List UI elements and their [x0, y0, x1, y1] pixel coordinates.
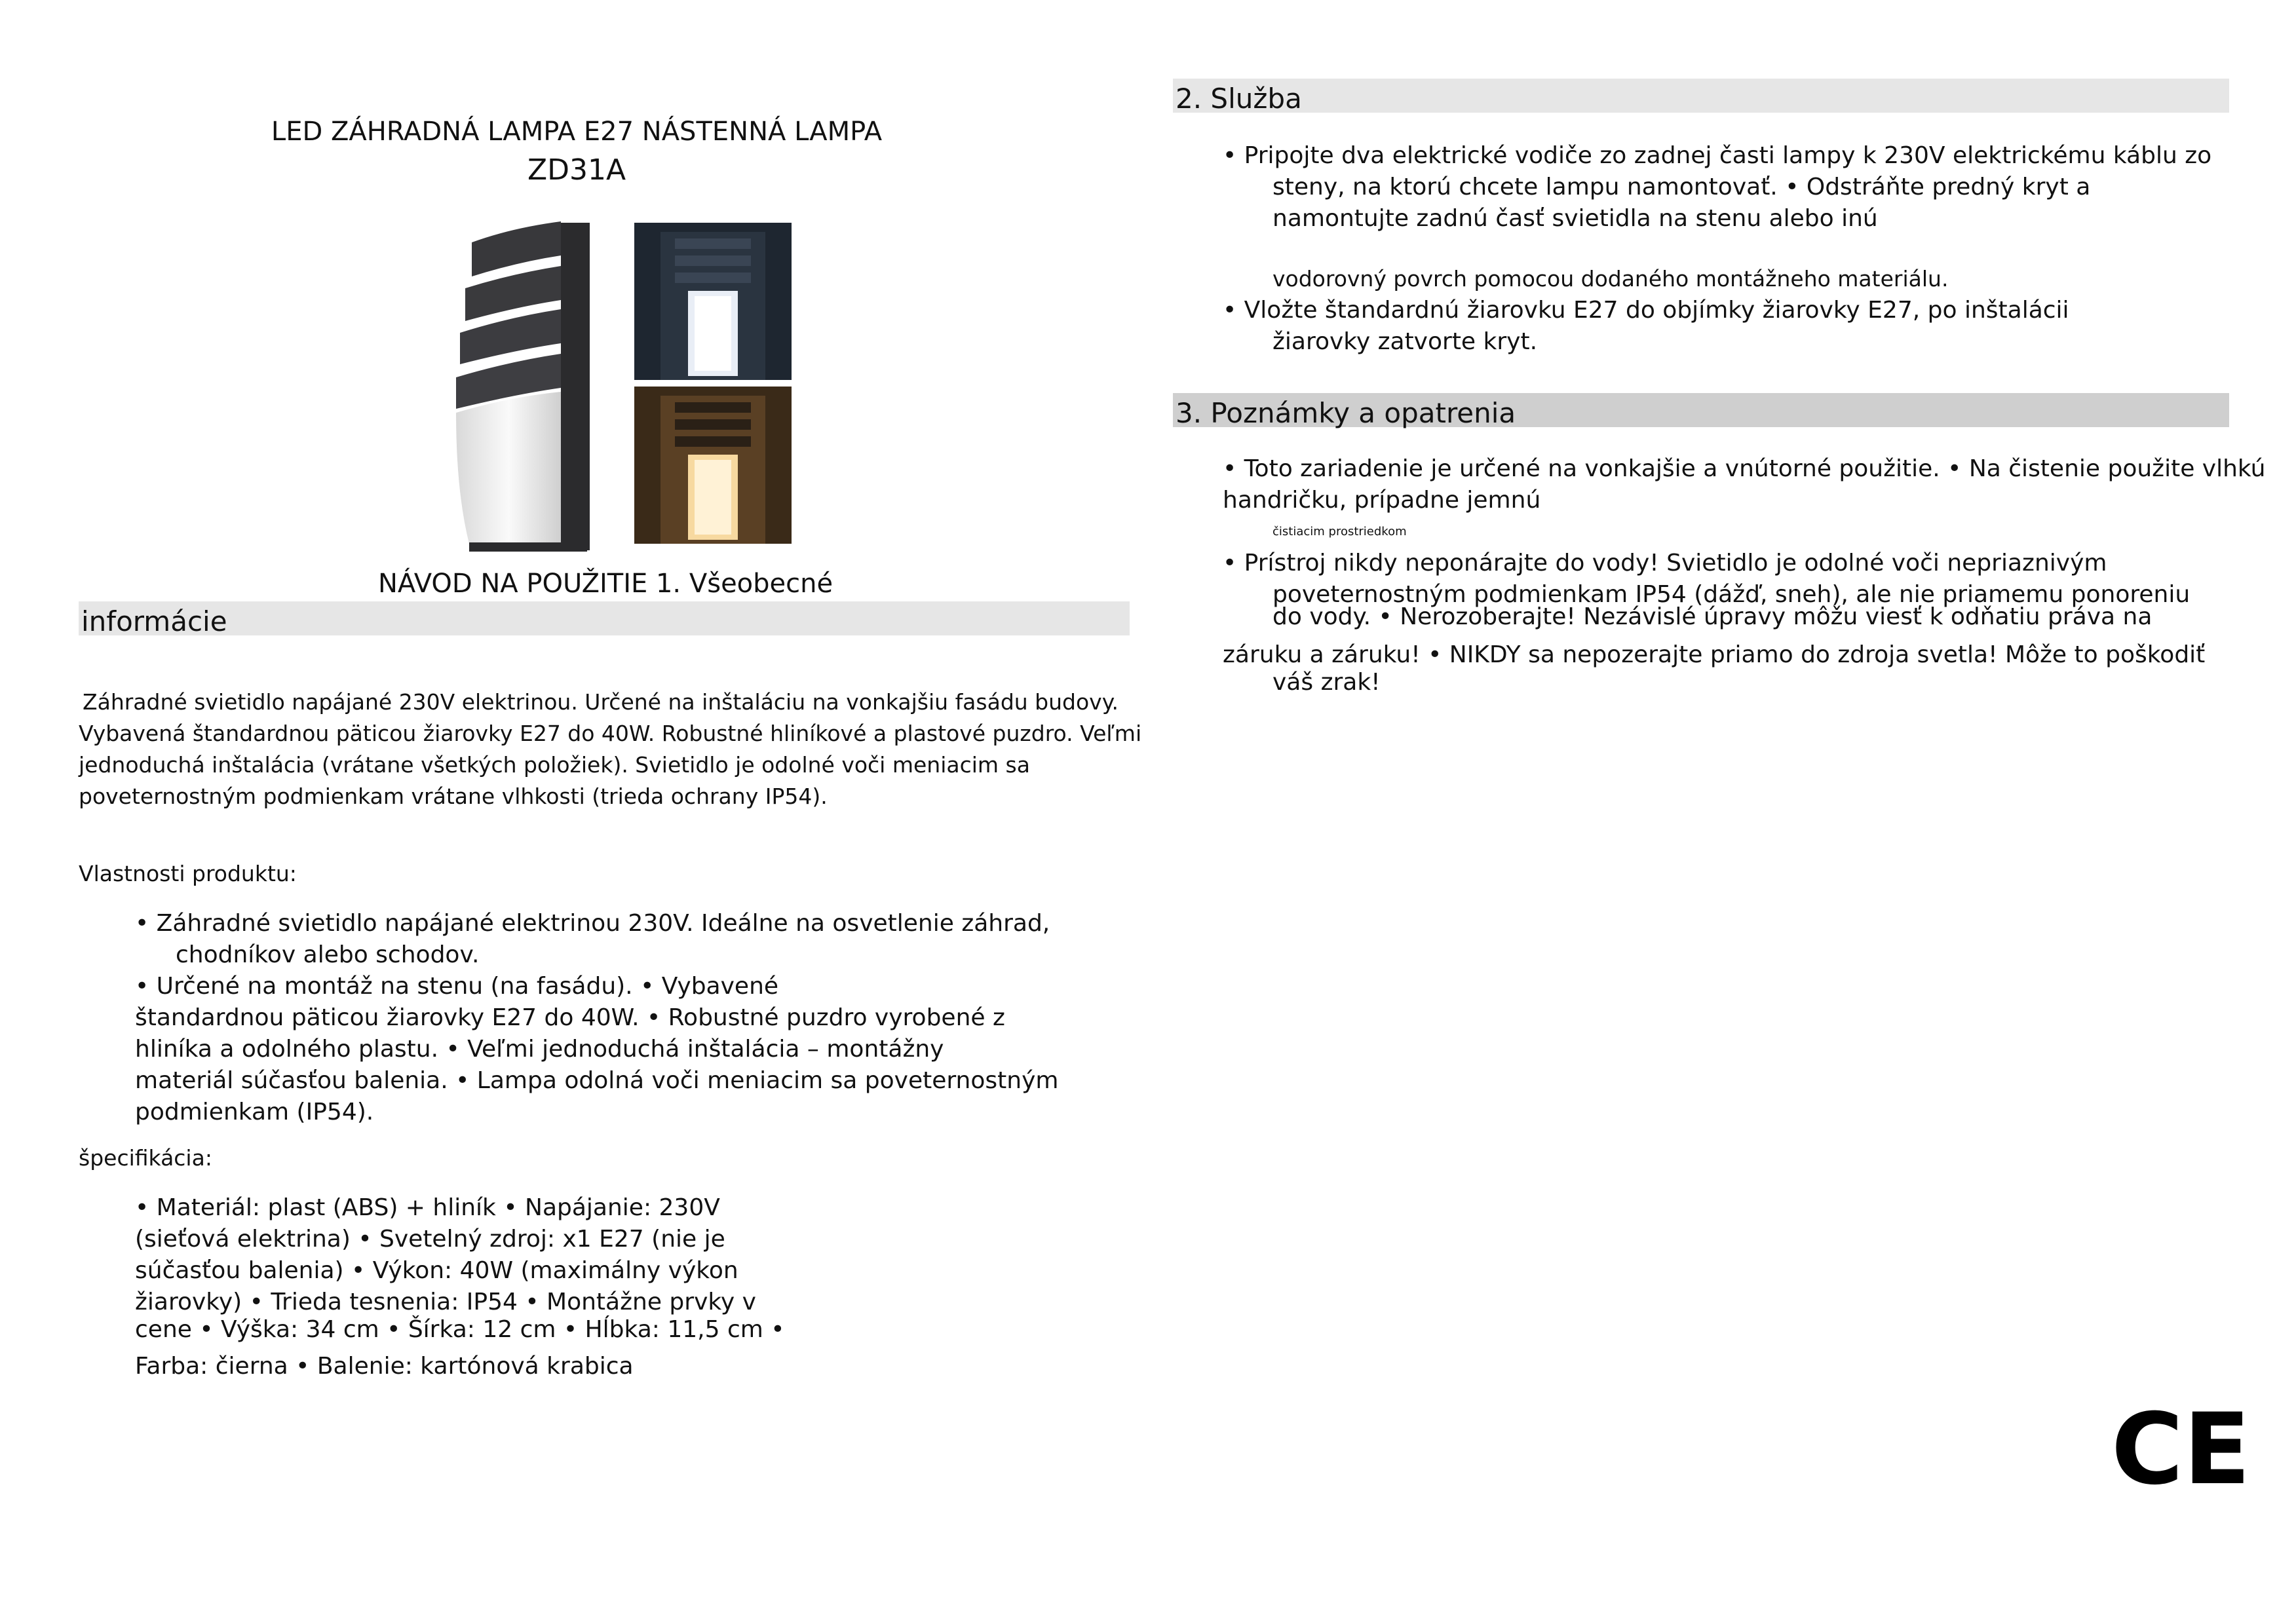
ce-mark-text: CE: [2111, 1393, 2251, 1507]
section2-heading: 2. Služba: [1176, 83, 1302, 115]
service-line: steny, na ktorú chcete lampu namontovať. • Odstráňte predný kryt a: [1272, 174, 2091, 200]
spec-line: súčasťou balenia) • Výkon: 40W (maximálny výkon: [135, 1257, 738, 1284]
product-photo-warm-light: [634, 387, 792, 544]
features-list: [135, 908, 1058, 1128]
note-line: do vody. • Nerozoberajte! Nezávislé úpravy môžu viesť k odňatiu práva na: [1272, 603, 2152, 630]
spec-line: • Materiál: plast (ABS) + hliník • Napájanie: 230V: [135, 1194, 720, 1221]
spec-line: cene • Výška: 34 cm • Šírka: 12 cm • Hĺbka: 11,5 cm •: [135, 1316, 785, 1343]
spec-line: (sieťová elektrina) • Svetelný zdroj: x1 E27 (nie je: [135, 1226, 725, 1253]
feature-line: • Záhradné svietidlo napájané elektrinou 230V. Ideálne na osvetlenie záhrad,: [135, 910, 1050, 937]
intro-line: Záhradné svietidlo napájané 230V elektrinou. Určené na inštaláciu na vonkajšiu fasádu budovy.: [83, 689, 1119, 715]
ce-mark-icon: [2111, 1393, 2251, 1507]
spec-line: Farba: čierna • Balenie: kartónová krabica: [135, 1353, 634, 1380]
spec-label: špecifikácia:: [79, 1145, 212, 1171]
note-line: záruku a záruku! • NIKDY sa nepozerajte priamo do zdroja svetla! Môže to poškodiť: [1223, 641, 2206, 668]
product-photo-cool-light: [634, 223, 792, 380]
feature-line: štandardnou päticou žiarovky E27 do 40W. • Robustné puzdro vyrobené z: [135, 1004, 1005, 1031]
product-title-line1: LED ZÁHRADNÁ LAMPA E27 NÁSTENNÁ LAMPA: [271, 117, 883, 147]
feature-line: podmienkam (IP54).: [135, 1099, 374, 1125]
section1-heading-band: [79, 601, 1130, 635]
service-line: • Pripojte dva elektrické vodiče zo zadnej časti lampy k 230V elektrickému káblu zo: [1223, 142, 2212, 169]
feature-line: materiál súčasťou balenia. • Lampa odolná voči meniacim sa poveternostným: [135, 1067, 1059, 1094]
intro-line: poveternostným podmienkam vrátane vlhkosti (trieda ochrany IP54).: [79, 784, 828, 809]
note-line: • Toto zariadenie je určené na vonkajšie a vnútorné použitie. • Na čistenie použite vlhkú: [1223, 455, 2266, 482]
note-line: • Prístroj nikdy neponárajte do vody! Svietidlo je odolné voči nepriaznivým: [1223, 550, 2107, 576]
note-line: váš zrak!: [1272, 669, 1381, 696]
feature-line: chodníkov alebo schodov.: [176, 941, 480, 968]
feature-line: hliníka a odolného plastu. • Veľmi jednoduchá inštalácia – montážny: [135, 1036, 944, 1063]
service-line: namontujte zadnú časť svietidla na stenu alebo inú: [1272, 205, 1878, 232]
manual-heading: NÁVOD NA POUŽITIE 1. Všeobecné: [378, 569, 833, 599]
product-photo-lamp: [446, 216, 616, 557]
section3-body: [1223, 453, 2265, 698]
note-line: handričku, prípadne jemnú: [1223, 487, 1541, 514]
section2-heading-band: [1173, 79, 2229, 113]
features-label: Vlastnosti produktu:: [79, 861, 297, 886]
feature-line: • Určené na montáž na stenu (na fasádu). • Vybavené: [135, 973, 779, 1000]
intro-line: jednoduchá inštalácia (vrátane všetkých položiek). Svietidlo je odolné voči meniacim sa: [79, 752, 1030, 778]
section3-heading-band: [1173, 393, 2229, 427]
service-line: žiarovky zatvorte kryt.: [1272, 328, 1538, 355]
section2-body: [1223, 140, 2211, 358]
section1-intro: [79, 687, 1141, 812]
section1-heading: informácie: [81, 605, 227, 637]
spec-line: žiarovky) • Trieda tesnenia: IP54 • Montážne prvky v: [135, 1289, 756, 1315]
service-line: vodorovný povrch pomocou dodaného montážneho materiálu.: [1272, 266, 1949, 292]
note-line: poveternostným podmienkam IP54 (dážď, sneh), ale nie priamemu ponoreniu: [1272, 581, 2191, 608]
section3-heading: 3. Poznámky a opatrenia: [1176, 397, 1516, 429]
note-line: čistiacim prostriedkom: [1272, 525, 1407, 538]
product-title-line2: ZD31A: [527, 153, 626, 187]
intro-line: Vybavená štandardnou päticou žiarovky E27 do 40W. Robustné hliníkové a plastové puzdro. Veľmi: [79, 721, 1142, 746]
spec-list: [135, 1192, 784, 1382]
service-line: • Vložte štandardnú žiarovku E27 do objímky žiarovky E27, po inštalácii: [1223, 297, 2069, 324]
